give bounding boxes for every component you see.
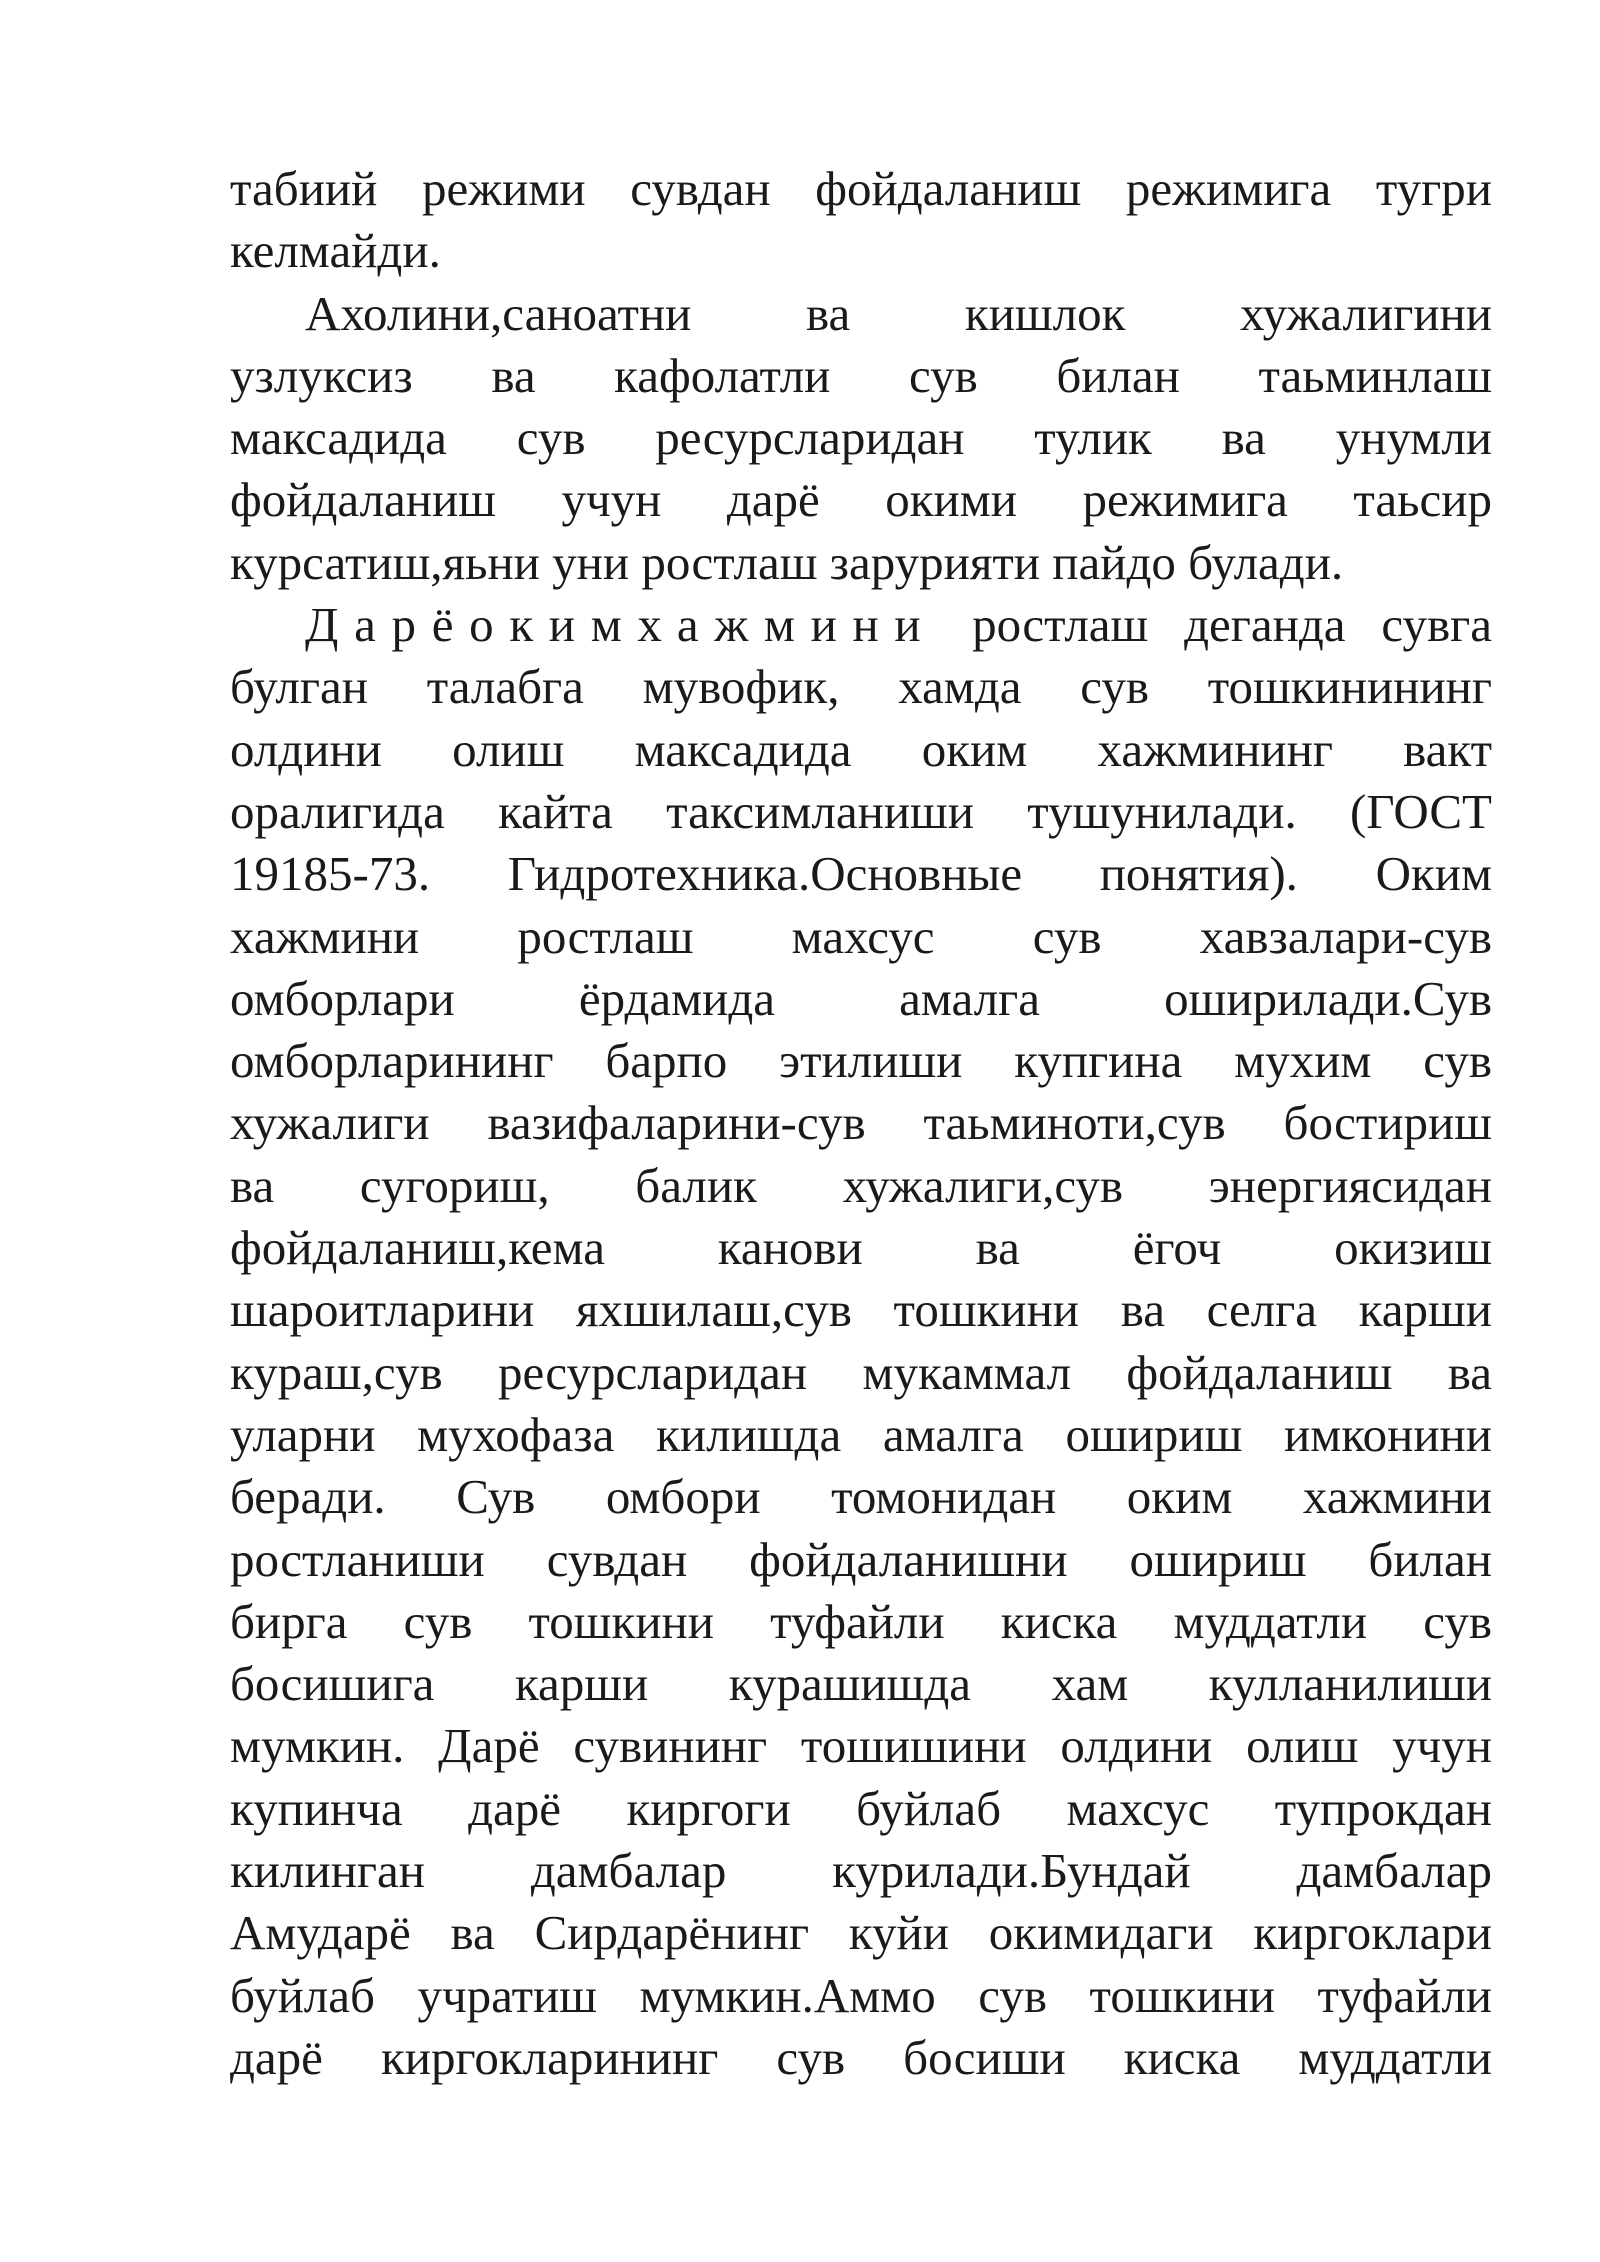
text-line: келмайди. bbox=[230, 223, 441, 279]
text-line: оралигида кайта таксимланиши тушунилади. (ГОСТ bbox=[230, 783, 1492, 839]
text-line: ростланиши сувдан фойдаланишни ошириш билан bbox=[230, 1531, 1492, 1587]
text-line: купинча дарё киргоги буйлаб махсус тупрокдан bbox=[230, 1780, 1492, 1836]
text-line: килинган дамбалар курилади.Бундай дамбалар bbox=[230, 1843, 1492, 1899]
text-line: мумкин. Дарё сувининг тошишини олдини олиш учун bbox=[230, 1718, 1492, 1774]
text-line: узлуксиз ва кафолатли сув билан таьминлаш bbox=[230, 347, 1492, 403]
text-line: кураш,сув ресурсларидан мукаммал фойдаланиш ва bbox=[230, 1344, 1492, 1400]
text-line: омборларининг барпо этилиши купгина мухим сув bbox=[230, 1033, 1492, 1089]
text-line: хужалиги вазифаларини-сув таьминоти,сув бостириш bbox=[230, 1095, 1492, 1151]
text-line: дарё киргокларининг сув босиши киска муддатли bbox=[230, 2029, 1492, 2085]
text-line: Амударё ва Сирдарёнинг куйи окимидаги киргоклари bbox=[230, 1905, 1492, 1961]
text-line-rest: ростлаш деганда сувга bbox=[972, 597, 1493, 653]
text-line: буйлаб учратиш мумкин.Аммо сув тошкини туфайли bbox=[230, 1967, 1492, 2023]
text-line: ва сугориш, балик хужалиги,сув энергиясидан bbox=[230, 1157, 1492, 1213]
spaced-term: Дарёокимхажмини bbox=[305, 597, 937, 653]
text-line: хажмини ростлаш махсус сув хавзалари-сув bbox=[230, 908, 1492, 964]
text-line: табиий режими сувдан фойдаланиш режимига тугри bbox=[230, 161, 1492, 216]
text-line: беради. Сув омбори томонидан оким хажмини bbox=[230, 1469, 1492, 1525]
text-line bbox=[230, 594, 1492, 656]
text-line: курсатиш,яьни уни ростлаш зарурияти пайдо булади. bbox=[230, 534, 1344, 590]
text-line: шароитларини яхшилаш,сув тошкини ва селга карши bbox=[230, 1282, 1492, 1338]
text-line: уларни мухофаза килишда амалга ошириш имконини bbox=[230, 1406, 1492, 1462]
text-line: булган талабга мувофик, хамда сув тошкинининг bbox=[230, 659, 1492, 715]
text-line: босишига карши курашишда хам кулланилиши bbox=[230, 1656, 1492, 1712]
text-line: 19185-73. Гидротехника.Основные понятия). Оким bbox=[230, 846, 1492, 902]
text-line: Ахолини,саноатни ва кишлок хужалигини bbox=[305, 285, 1492, 341]
text-line: фойдаланиш,кема канови ва ёгоч окизиш bbox=[230, 1220, 1492, 1276]
text-line: бирга сув тошкини туфайли киска муддатли сув bbox=[230, 1593, 1492, 1649]
text-line: олдини олиш максадида оким хажмининг вакт bbox=[230, 721, 1492, 777]
text-line: омборлари ёрдамида амалга оширилади.Сув bbox=[230, 970, 1492, 1026]
text-line: фойдаланиш учун дарё окими режимига таьсир bbox=[230, 472, 1492, 528]
body-text bbox=[230, 158, 1492, 2089]
text-line: максадида сув ресурсларидан тулик ва унумли bbox=[230, 410, 1492, 466]
